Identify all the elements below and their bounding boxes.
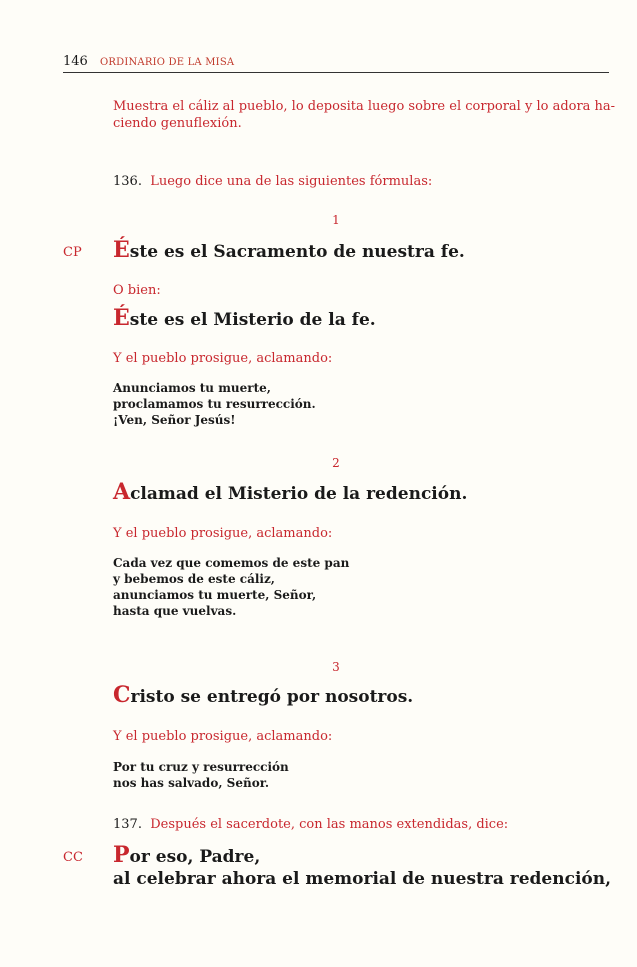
people-response-2: Cada vez que comemos de este pan y bebemos de este cáliz, anunciamos tu muerte, Señor, hasta que vuelvas. (113, 556, 350, 618)
priest-line-2: Aclamad el Misterio de la redención. (113, 479, 468, 505)
intro-rubric: Muestra el cáliz al pueblo, lo deposita luego sobre el corporal y lo adora ha- ciendo genuflexión. (113, 99, 616, 131)
formula-number-2: 2 (332, 456, 340, 470)
priest-line-1: Éste es el Sacramento de nuestra fe. (113, 237, 465, 263)
item-text: Luego dice una de las siguientes fórmulas: (150, 174, 433, 189)
page-header (63, 54, 609, 73)
drop-initial: C (113, 682, 131, 708)
priest-line-3: Cristo se entregó por nosotros. (113, 682, 414, 708)
people-rubric-3: Y el pueblo prosigue, aclamando: (113, 729, 333, 744)
drop-initial: É (113, 237, 130, 263)
people-rubric-2: Y el pueblo prosigue, aclamando: (113, 526, 333, 541)
priest-final: Por eso, Padre, al celebrar ahora el memorial de nuestra redención, (113, 842, 612, 889)
formula-number-3: 3 (332, 660, 340, 674)
people-rubric-1: Y el pueblo prosigue, aclamando: (113, 351, 333, 366)
people-response-1: Anunciamos tu muerte, proclamamos tu resurrección. ¡Ven, Señor Jesús! (113, 381, 316, 427)
page-number: 146 (63, 54, 88, 69)
drop-initial: P (113, 842, 130, 868)
people-response-3: Por tu cruz y resurrección nos has salvado, Señor. (113, 760, 289, 790)
item-number: 136. (113, 174, 142, 189)
drop-initial: A (113, 479, 131, 505)
or-rubric: O bien: (113, 283, 161, 298)
priest-line-1-alt: Éste es el Misterio de la fe. (113, 305, 376, 331)
speaker-cp: CP (63, 245, 82, 260)
running-title: ORDINARIO DE LA MISA (99, 57, 235, 68)
item-136 (113, 173, 432, 190)
item-137 (113, 816, 508, 833)
formula-number-1: 1 (332, 213, 340, 227)
drop-initial: É (113, 305, 130, 331)
item-text: Después el sacerdote, con las manos extendidas, dice: (150, 817, 509, 832)
item-number: 137. (113, 817, 142, 832)
speaker-cc: CC (63, 850, 83, 865)
